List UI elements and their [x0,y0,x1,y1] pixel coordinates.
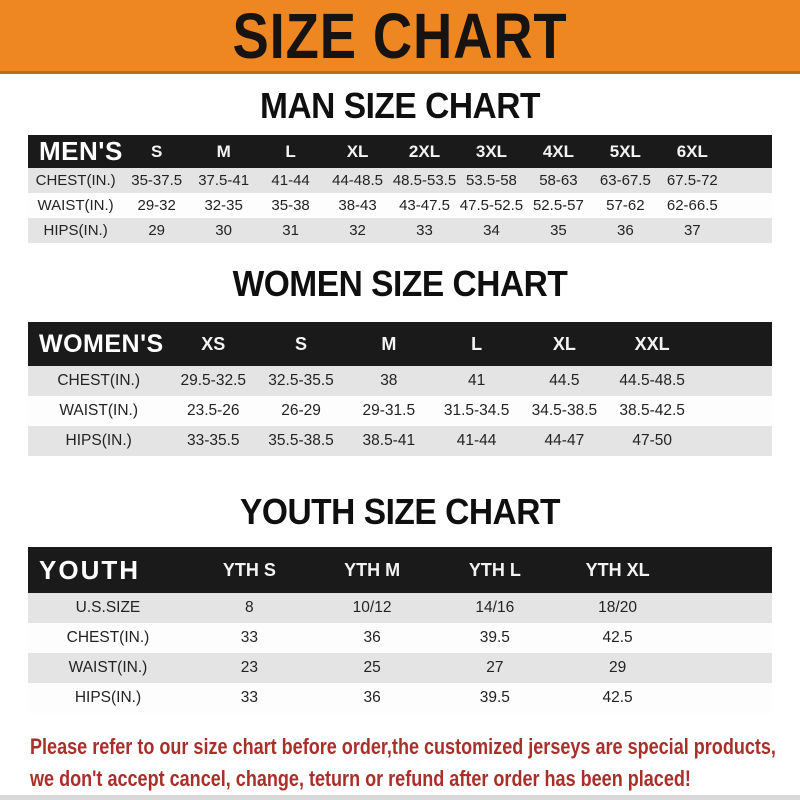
size-value-cell: 37 [683,222,701,239]
women-size-col-header: M [381,333,397,354]
row-label: U.S.SIZE [75,599,141,616]
men-size-col-header: 3XL [475,141,508,161]
notice-line-1: Please refer to our size chart before order,the customized jerseys are special products, [30,734,776,759]
size-value-cell: 35-38 [271,197,310,214]
women-corner-label: WOMEN'S [39,329,164,358]
row-label: HIPS(IN.) [74,689,142,706]
size-value-cell: 33-35.5 [186,432,240,449]
footer-notice [0,731,800,795]
size-value-cell: 32 [349,222,366,239]
size-value-cell: 32.5-35.5 [268,372,334,389]
men-size-col-header: M [216,141,231,161]
size-value-cell: 52.5-57 [532,197,584,214]
men-size-col-header: L [285,141,296,161]
row-label: WAIST(IN.) [68,659,148,676]
spacer-cell [696,426,772,456]
size-value-cell: 36 [363,689,381,706]
spacer-cell [696,396,772,426]
men-size-col-header: 4XL [542,141,574,161]
size-value-cell: 31.5-34.5 [443,402,510,419]
size-value-cell: 38.5-41 [362,432,416,449]
size-value-cell: 23.5-26 [186,402,240,419]
youth-section-heading: YOUTH SIZE CHART [240,491,560,532]
youth-size-col-header: YTH L [468,559,521,580]
size-value-cell: 62-66.5 [666,197,718,214]
men-waist-row [28,193,772,218]
size-value-cell: 36 [617,222,634,239]
men-size-table [28,135,772,243]
women-waist-row [28,396,772,426]
row-label: CHEST(IN.) [35,172,116,189]
size-value-cell: 14/16 [475,599,515,616]
youth-header-row [28,547,772,593]
men-size-col-header: 2XL [408,141,441,161]
women-size-col-header: S [295,333,308,354]
women-size-col-header: XXL [634,333,670,354]
size-value-cell: 29 [608,659,627,676]
spacer-cell [726,168,772,193]
men-size-col-header: 5XL [609,141,641,161]
size-value-cell: 39.5 [479,629,510,646]
size-value-cell: 44.5-48.5 [619,372,685,389]
spacer-cell [679,547,772,593]
size-value-cell: 44-48.5 [332,172,383,189]
youth-corner-label: YOUTH [39,554,140,585]
youth-ussize-row [28,593,772,623]
size-value-cell: 27 [486,659,504,676]
size-value-cell: 58-63 [539,172,578,189]
size-value-cell: 44.5 [549,372,580,389]
size-value-cell: 53.5-58 [466,172,517,189]
men-hips-row [28,218,772,243]
women-size-table [28,322,772,456]
row-label: WAIST(IN.) [37,197,114,214]
spacer-cell [696,322,772,366]
size-value-cell: 42.5 [602,689,633,706]
youth-size-col-header: YTH XL [585,559,650,580]
women-hips-row [28,426,772,456]
spacer-cell [679,593,772,623]
women-size-col-header: L [471,333,483,354]
women-chest-row [28,366,772,396]
size-value-cell: 33 [240,689,258,706]
men-size-col-header: S [151,141,163,161]
row-label: CHEST(IN.) [66,629,150,646]
spacer-cell [726,193,772,218]
size-value-cell: 38 [380,372,398,389]
size-value-cell: 34.5-38.5 [531,402,598,419]
youth-chest-row [28,623,772,653]
row-label: HIPS(IN.) [43,222,108,239]
youth-waist-row [28,653,772,683]
size-value-cell: 38.5-42.5 [619,402,685,419]
size-value-cell: 29-31.5 [362,402,416,419]
size-value-cell: 57-62 [606,197,645,214]
size-value-cell: 35 [550,222,567,239]
size-value-cell: 25 [363,659,381,676]
spacer-cell [726,218,772,243]
size-value-cell: 30 [215,222,232,239]
spacer-cell [679,683,772,713]
size-value-cell: 18/20 [598,599,637,616]
women-header-row [28,322,772,366]
size-value-cell: 33 [416,222,433,239]
row-label: HIPS(IN.) [65,432,132,449]
size-value-cell: 48.5-53.5 [392,172,457,189]
men-size-col-header: 6XL [676,141,708,161]
size-value-cell: 39.5 [479,689,510,706]
size-value-cell: 38-43 [338,197,377,214]
size-value-cell: 44-47 [544,432,585,449]
youth-size-col-header: YTH S [222,559,276,580]
size-value-cell: 32-35 [204,197,243,214]
size-value-cell: 47-50 [632,432,672,449]
size-value-cell: 36 [363,629,381,646]
size-value-cell: 23 [240,659,258,676]
size-value-cell: 8 [245,599,254,616]
row-label: WAIST(IN.) [59,402,138,419]
size-value-cell: 29 [148,222,166,239]
men-size-col-header: XL [346,141,369,161]
size-value-cell: 43-47.5 [399,197,450,214]
size-value-cell: 10/12 [352,599,392,616]
women-size-col-header: XS [201,333,226,354]
youth-size-col-header: YTH M [344,559,401,580]
men-chest-row [28,168,772,193]
bottom-edge-strip [0,795,800,800]
size-value-cell: 42.5 [602,629,633,646]
size-value-cell: 63-67.5 [599,172,651,189]
size-value-cell: 34 [483,222,500,239]
youth-hips-row [28,683,772,713]
men-header-row [28,135,772,168]
spacer-cell [679,653,772,683]
women-section-heading: WOMEN SIZE CHART [232,263,568,304]
men-corner-label: MEN'S [39,136,123,166]
spacer-cell [679,623,772,653]
banner-title: SIZE CHART [232,0,568,72]
size-value-cell: 29-32 [137,197,176,214]
size-value-cell: 47.5-52.5 [459,197,524,214]
size-value-cell: 29.5-32.5 [180,372,246,389]
size-value-cell: 35-37.5 [131,172,183,189]
youth-size-table [28,547,772,713]
size-value-cell: 37.5-41 [198,172,250,189]
size-value-cell: 26-29 [281,402,321,419]
size-value-cell: 41-44 [456,432,497,449]
size-value-cell: 33 [240,629,258,646]
size-value-cell: 31 [282,222,299,239]
notice-line-2: we don't accept cancel, change, teturn or refund after order has been placed! [30,766,691,791]
size-value-cell: 35.5-38.5 [268,432,334,449]
spacer-cell [726,135,772,168]
women-size-col-header: XL [552,333,576,354]
size-value-cell: 41 [467,372,486,389]
men-section-heading: MAN SIZE CHART [260,85,540,126]
size-value-cell: 41-44 [271,172,310,189]
row-label: CHEST(IN.) [57,372,141,389]
spacer-cell [696,366,772,396]
size-value-cell: 67.5-72 [666,172,718,189]
banner [0,0,800,74]
